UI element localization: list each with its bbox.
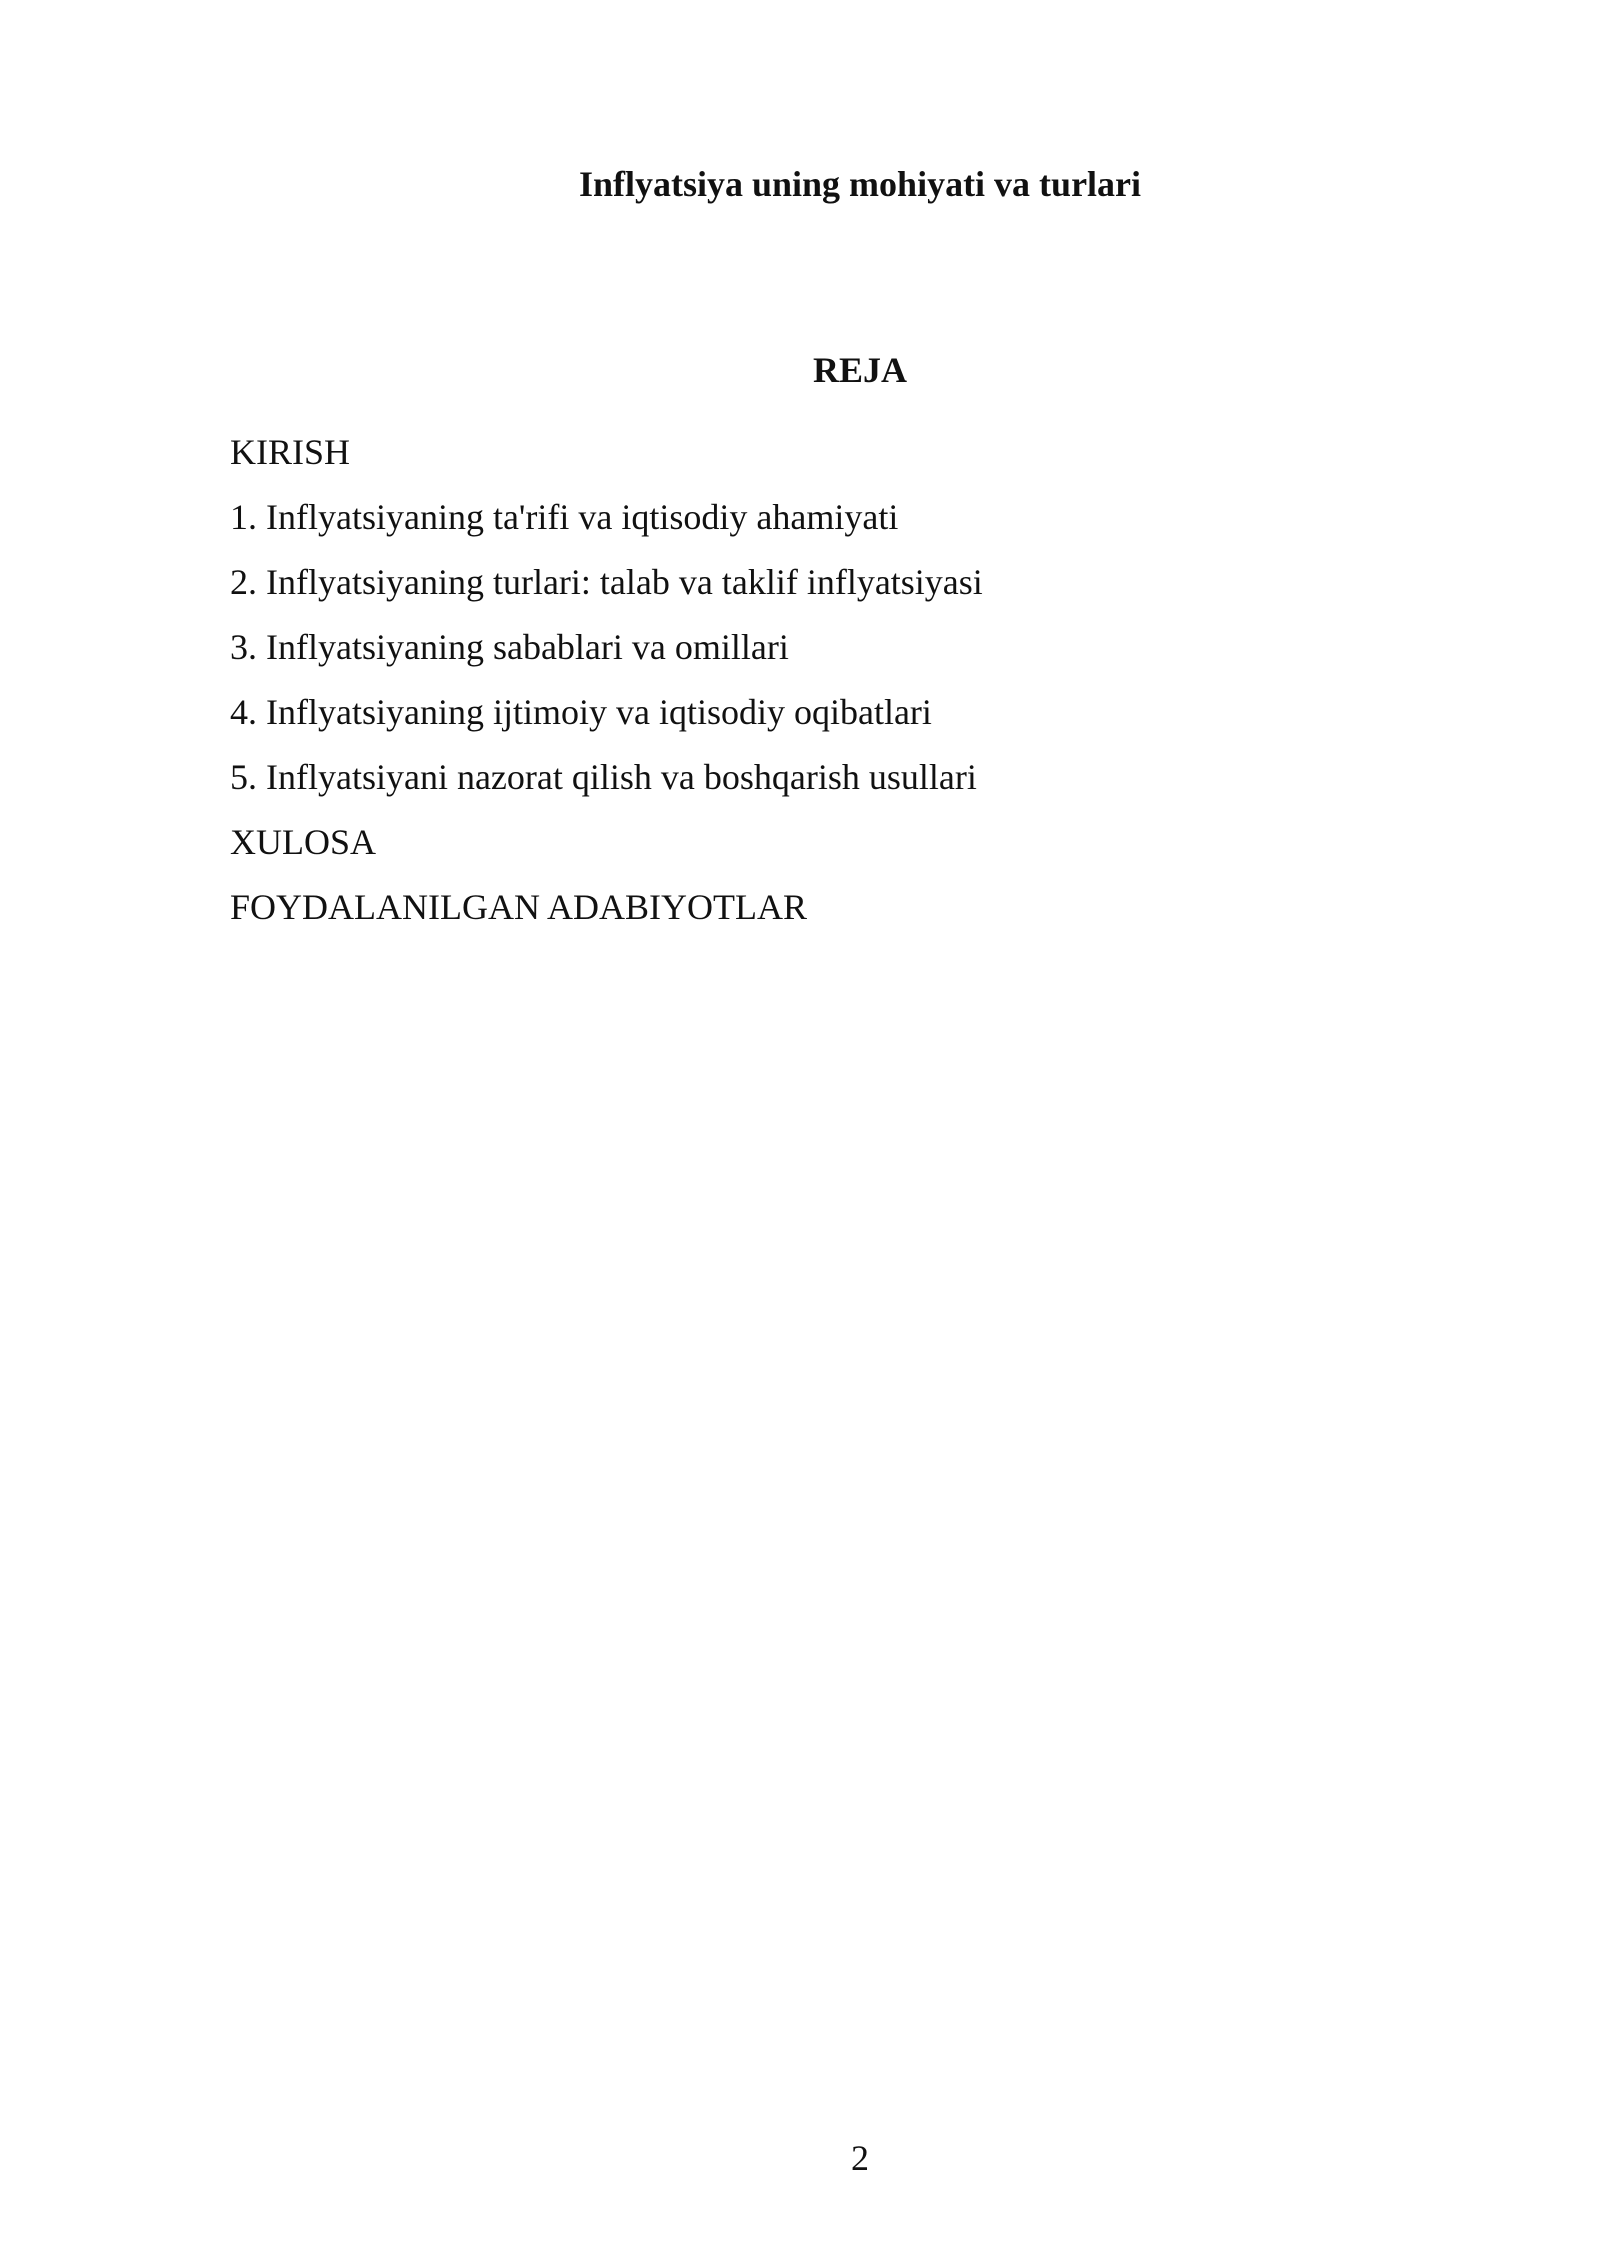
plan-item-introduction: KIRISH [230,432,351,472]
plan-item-4: 4. Inflyatsiyaning ijtimoiy va iqtisodiy oqibatlari [230,692,932,732]
plan-item-references: FOYDALANILGAN ADABIYOTLAR [230,887,807,927]
page-number: 2 [851,2138,869,2178]
document-title: Inflyatsiya uning mohiyati va turlari [578,164,1142,204]
plan-item-conclusion: XULOSA [230,822,377,862]
plan-item-3: 3. Inflyatsiyaning sabablari va omillari [230,627,789,667]
plan-item-2: 2. Inflyatsiyaning turlari: talab va taklif inflyatsiyasi [230,562,983,602]
plan-item-1: 1. Inflyatsiyaning ta'rifi va iqtisodiy ahamiyati [230,497,899,537]
plan-heading: REJA [812,350,907,390]
plan-list [230,420,1430,940]
plan-item-5: 5. Inflyatsiyani nazorat qilish va boshqarish usullari [230,757,977,797]
